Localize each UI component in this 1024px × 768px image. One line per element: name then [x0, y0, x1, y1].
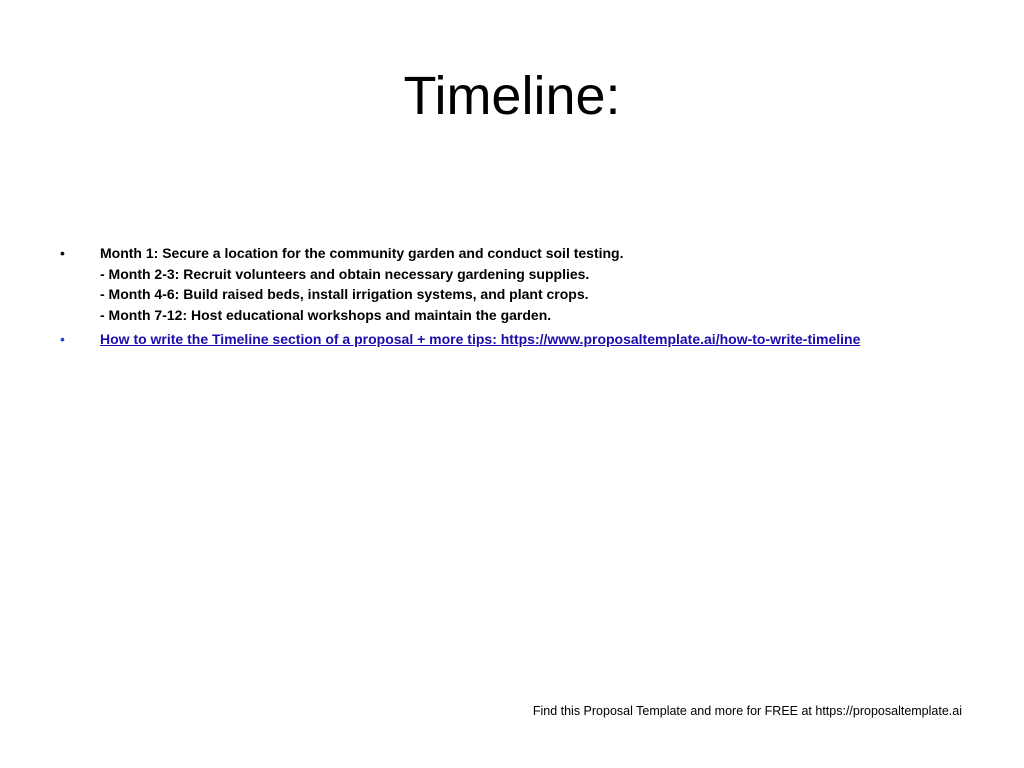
timeline-line-month-7-12: - Month 7-12: Host educational workshops and maintain the garden.: [100, 306, 552, 323]
timeline-line-month-1: Month 1: Secure a location for the community garden and conduct soil testing.: [100, 245, 624, 261]
bullet-icon: •: [60, 245, 65, 261]
bullet-icon: •: [60, 331, 65, 347]
timeline-tips-link[interactable]: How to write the Timeline section of a proposal + more tips: https://www.proposaltemplate.ai/how-to-write-timeline: [100, 331, 861, 347]
timeline-line-month-4-6: - Month 4-6: Build raised beds, install irrigation systems, and plant crops.: [100, 286, 589, 302]
list-item-link: [58, 329, 978, 350]
bullet-list: [58, 243, 978, 350]
timeline-line-month-2-3: - Month 2-3: Recruit volunteers and obtain necessary gardening supplies.: [100, 265, 590, 282]
footer-text: Find this Proposal Template and more for FREE at https://proposaltemplate.ai: [532, 704, 962, 718]
slide-title: Timeline:: [403, 66, 621, 126]
list-item-timeline: [58, 243, 978, 325]
